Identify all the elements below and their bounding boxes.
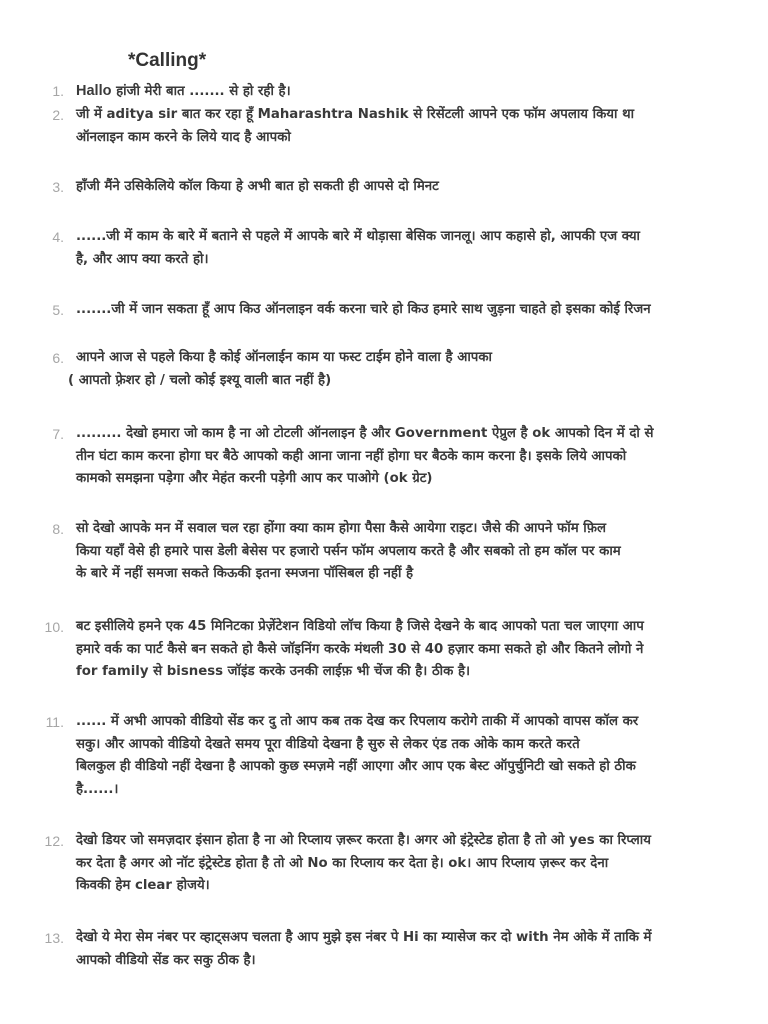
item-number: 12. [44,833,64,849]
item-number: 13. [44,930,64,946]
item-number: 4. [52,229,64,245]
item-text: देखो ये मेरा सेम नंबर पर व्हाट्सअप चलता है आप मुझे इस नंबर पे Hi का म्यासेज कर दो with नेम ओके में ताकि में आपको वीडियो सेंड कर सकु ठीक है। [76,930,652,968]
item-number: 8. [52,521,64,537]
item-text: सो देखो आपके मन में सवाल चल रहा होंगा क्या काम होगा पैसा कैसे आयेगा राइट। जैसे की आपने फॉम फ़िल किया यहाँ वेसे ही हमारे पास डेली बेसेस पर हजारो पर्सन फॉम अपलाय करते है और सबको तो हम कॉल पर काम के बारे में नहीं समजा सकते किऊकी इतना स्मजना पॉसिबल ही नहीं है [76,521,621,581]
item-number: 10. [44,619,64,635]
greeting-word: Hallo [76,83,112,99]
item-text: ...... में अभी आपको वीडियो सेंड कर दु तो आप कब तक देख कर रिपलाय करोगे ताकी में आपको वापस कॉल कर सकु। और आपको वीडियो देखते समय पूरा वीडियो देखना है सुरु से लेकर एंड तक ओके काम करते करते बिलकुल ही वीडियो नहीं देखना है आपको कुछ स्मज़मे नहीं आएगा और आप एक बेस्ट ऑपुर्चुनिटी खो सकते हो ठीक है......। [76,714,639,797]
item-text: ......... देखो हमारा जो काम है ना ओ टोटली ऑनलाइन है और Government ऐप्रुल है ok आपको दिन में दो से तीन घंटा काम करना होगा घर बैठे आपको कही आना जाना नहीं होगा घर बैठके काम करना है। इसके लिये आपको कामको समझना पड़ेगा और मेहंत करनी पड़ेगी आप कर पाओगे (ok ग्रेट) [76,426,654,486]
item-number: 2. [52,107,64,123]
item-number: 6. [52,350,64,366]
item-subnote: ( आपतो फ़्रेशर हो / चलो कोई इश्यू वाली बात नहीं है) [68,373,332,388]
item-text: आपने आज से पहले किया है कोई ऑनलाईन काम या फस्ट टाईम होने वाला है आपका [76,350,492,365]
item-number: 1. [52,83,64,99]
item-text: हाँजी मैंने उसिकेलिये कॉल किया हे अभी बात हो सकती ही आपसे दो मिनट [76,179,439,194]
item-number: 7. [52,426,64,442]
item-text: देखो डियर जो समज़दार इंसान होता है ना ओ रिप्लाय ज़रूर करता है। अगर ओ इंट्रेस्टेड होता है तो ओ yes का रिप्लाय कर देता है अगर ओ नॉट इंट्रेस्टेड होता है तो ओ No का रिप्लाय कर देता हे। ok। आप रिप्लाय ज़रूर कर देना किवकी हेम clear होजये। [76,833,651,893]
item-text: .......जी में जान सकता हूँ आप किउ ऑनलाइन वर्क करना चारे हो किउ हमारे साथ जुड़ना चाहते हो इसका कोई रिजन [76,302,651,317]
item-number: 11. [45,714,64,730]
item-number: 5. [52,302,64,318]
item-number: 3. [52,179,64,195]
page-title: *Calling* [128,50,207,71]
item-text: ......जी में काम के बारे में बताने से पहले में आपके बारे में थोड़ासा बेसिक जानलू। आप कहासे हो, आपकी एज क्या है, और आप क्या करते हो। [76,229,640,267]
item-text: जी में aditya sir बात कर रहा हूँ Maharashtra Nashik से रिसेंटली आपने एक फॉम अपलाय किया था ऑनलाइन काम करने के लिये याद है आपको [76,107,635,145]
item-text: बट इसीलिये हमने एक 45 मिनिटका प्रेज़ेंटेशन विडियो लॉच किया है जिसे देखने के बाद आपको पता चल जाएगा आप हमारे वर्क का पार्ट कैसे बन सकते हो कैसे जॉइनिंग करके मंथली 30 से 40 हज़ार कमा सकते हो और कितने लोगो ने for family से bisness जॉइंड करके उनकी लाईफ़ भी चेंज की है। ठीक है। [76,619,644,679]
item-text: Hallo हांजी मेरी बात ....... से हो रही है। [76,83,291,99]
